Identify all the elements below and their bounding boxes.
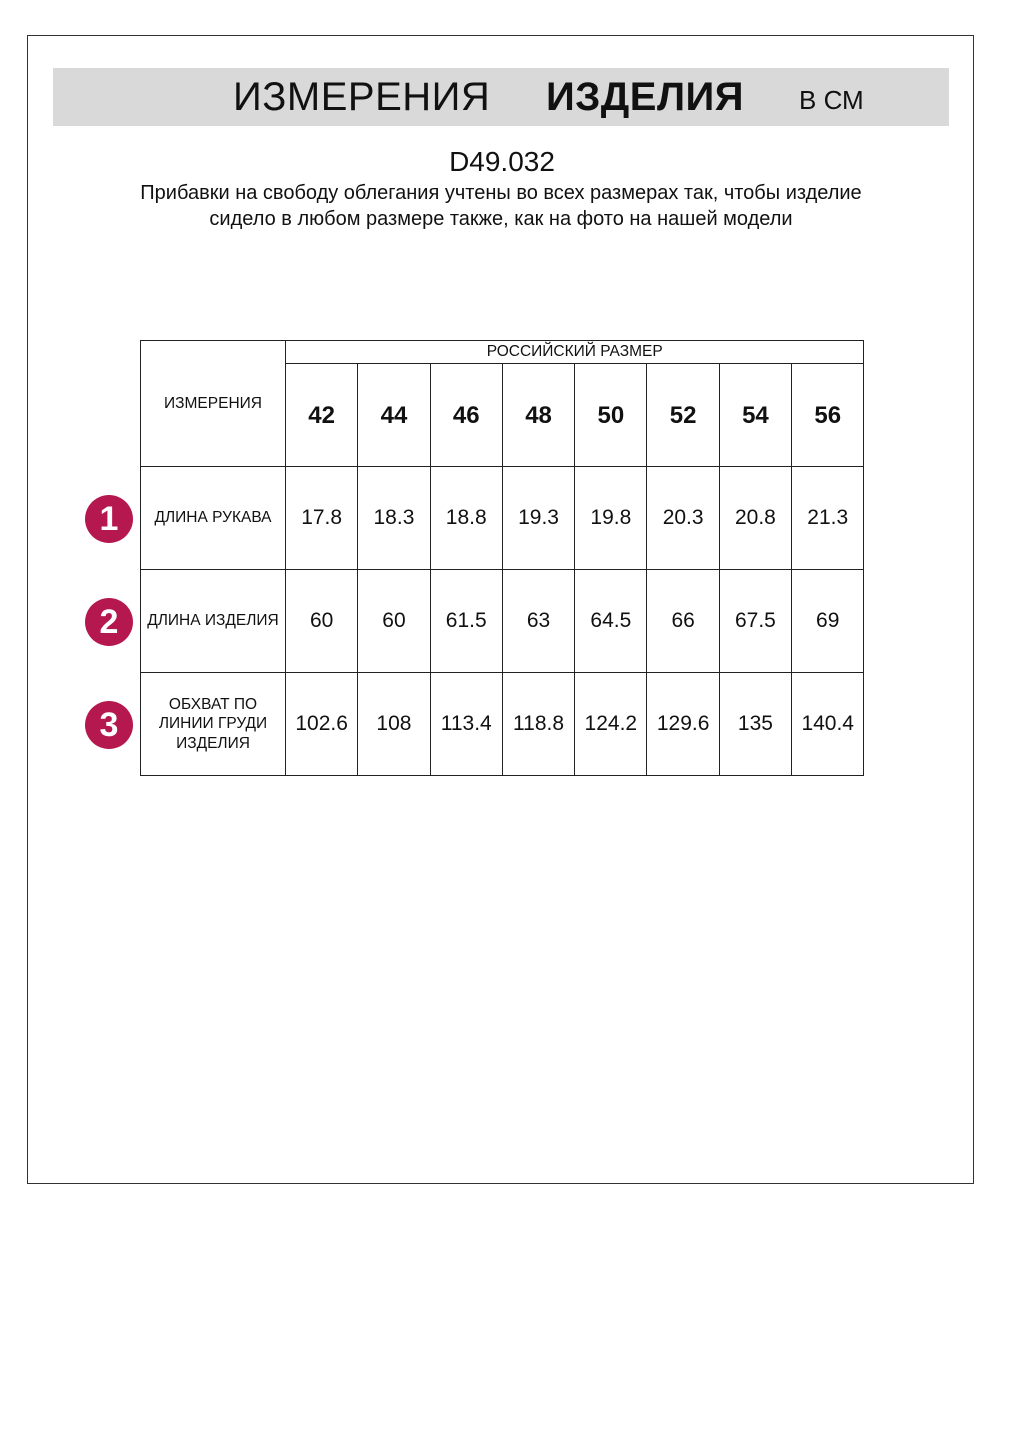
- size-header: 46: [430, 364, 502, 467]
- value-cell: 19.8: [575, 467, 647, 570]
- title-bar: [53, 68, 949, 126]
- table-row: [141, 467, 864, 570]
- row-label: ОБХВАТ ПО ЛИНИИ ГРУДИ ИЗДЕЛИЯ: [141, 673, 286, 776]
- size-header: 44: [358, 364, 430, 467]
- size-header: 48: [502, 364, 574, 467]
- value-cell: 129.6: [647, 673, 719, 776]
- value-cell: 61.5: [430, 570, 502, 673]
- value-cell: 113.4: [430, 673, 502, 776]
- value-cell: 124.2: [575, 673, 647, 776]
- value-cell: 63: [502, 570, 574, 673]
- size-header: 42: [286, 364, 358, 467]
- value-cell: 102.6: [286, 673, 358, 776]
- value-cell: 17.8: [286, 467, 358, 570]
- value-cell: 108: [358, 673, 430, 776]
- fit-note: Прибавки на свободу облегания учтены во всех размерах так, чтобы изделие сидело в любом размере также, как на фото на нашей модели: [140, 182, 862, 230]
- value-cell: 20.8: [719, 467, 791, 570]
- size-group-header: РОССИЙСКИЙ РАЗМЕР: [286, 341, 864, 364]
- size-table: [140, 340, 864, 776]
- value-cell: 19.3: [502, 467, 574, 570]
- value-cell: 64.5: [575, 570, 647, 673]
- value-cell: 20.3: [647, 467, 719, 570]
- value-cell: 118.8: [502, 673, 574, 776]
- size-header: 50: [575, 364, 647, 467]
- value-cell: 60: [358, 570, 430, 673]
- measurement-number-badge: 1: [85, 495, 133, 543]
- table-header-row: [141, 341, 864, 364]
- title-regular: ИЗМЕРЕНИЯ: [233, 75, 491, 119]
- table-row: [141, 570, 864, 673]
- value-cell: 135: [719, 673, 791, 776]
- value-cell: 60: [286, 570, 358, 673]
- table-row: [141, 673, 864, 776]
- value-cell: 67.5: [719, 570, 791, 673]
- size-header: 54: [719, 364, 791, 467]
- row-label: ДЛИНА РУКАВА: [141, 467, 286, 570]
- measure-header-cell: ИЗМЕРЕНИЯ: [141, 341, 286, 467]
- measurement-number-badge: 3: [85, 701, 133, 749]
- size-header: 52: [647, 364, 719, 467]
- size-header: 56: [792, 364, 864, 467]
- title-unit: В СМ: [799, 85, 864, 115]
- value-cell: 21.3: [792, 467, 864, 570]
- row-label: ДЛИНА ИЗДЕЛИЯ: [141, 570, 286, 673]
- value-cell: 18.3: [358, 467, 430, 570]
- title-bold: ИЗДЕЛИЯ: [546, 75, 745, 119]
- value-cell: 18.8: [430, 467, 502, 570]
- value-cell: 66: [647, 570, 719, 673]
- value-cell: 140.4: [792, 673, 864, 776]
- article-code: D49.032: [449, 146, 555, 177]
- value-cell: 69: [792, 570, 864, 673]
- measurement-number-badge: 2: [85, 598, 133, 646]
